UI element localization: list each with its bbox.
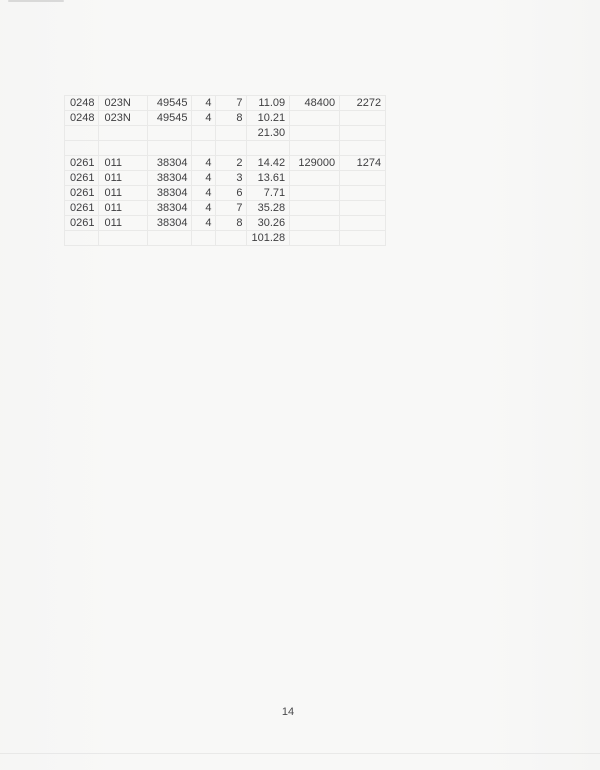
table-cell: 35.28 <box>247 201 290 216</box>
table-cell <box>148 231 192 246</box>
table-cell <box>290 111 340 126</box>
table-cell <box>65 141 99 156</box>
table-cell: 21.30 <box>247 126 290 141</box>
table-cell: 023N <box>99 111 148 126</box>
table-row <box>65 216 386 231</box>
table-cell <box>192 231 216 246</box>
table-cell <box>216 231 247 246</box>
scan-artifact-top-smudge <box>8 0 64 2</box>
table-cell: 7 <box>216 201 247 216</box>
table-row <box>65 186 386 201</box>
table-cell: 38304 <box>148 186 192 201</box>
table-cell <box>99 126 148 141</box>
table-cell: 7 <box>216 96 247 111</box>
table-cell: 38304 <box>148 216 192 231</box>
table-cell <box>148 141 192 156</box>
table-cell <box>340 201 386 216</box>
table-cell <box>65 231 99 246</box>
table-cell: 0248 <box>65 111 99 126</box>
spreadsheet-table <box>64 95 386 246</box>
table-cell: 4 <box>192 156 216 171</box>
table-cell <box>290 141 340 156</box>
page-number: 14 <box>281 706 295 718</box>
table-row <box>65 141 386 156</box>
table-cell: 8 <box>216 111 247 126</box>
table-cell: 4 <box>192 96 216 111</box>
table-cell: 2 <box>216 156 247 171</box>
table-cell: 4 <box>192 216 216 231</box>
scan-artifact-bottom-line <box>0 753 600 754</box>
table-cell <box>216 141 247 156</box>
table-cell <box>290 126 340 141</box>
table-row <box>65 231 386 246</box>
table-cell <box>192 141 216 156</box>
table-cell: 2272 <box>340 96 386 111</box>
table-cell: 38304 <box>148 201 192 216</box>
table-cell <box>290 186 340 201</box>
table-cell: 011 <box>99 156 148 171</box>
table-cell <box>340 111 386 126</box>
table-cell: 8 <box>216 216 247 231</box>
table-cell <box>148 126 192 141</box>
table-cell <box>340 126 386 141</box>
table-cell: 4 <box>192 171 216 186</box>
table-cell: 0261 <box>65 186 99 201</box>
table-cell <box>216 126 247 141</box>
table-cell: 0261 <box>65 201 99 216</box>
table-row <box>65 171 386 186</box>
table-cell: 13.61 <box>247 171 290 186</box>
table-cell: 1274 <box>340 156 386 171</box>
table-cell: 10.21 <box>247 111 290 126</box>
table-cell <box>340 216 386 231</box>
table-cell: 0261 <box>65 171 99 186</box>
table-cell <box>65 126 99 141</box>
table-cell: 6 <box>216 186 247 201</box>
table-cell <box>340 141 386 156</box>
table-row <box>65 201 386 216</box>
table-cell: 49545 <box>148 96 192 111</box>
table-cell: 011 <box>99 201 148 216</box>
table-cell <box>247 141 290 156</box>
table-cell <box>340 231 386 246</box>
table-cell <box>99 231 148 246</box>
table-cell: 38304 <box>148 171 192 186</box>
table-cell: 38304 <box>148 156 192 171</box>
table-cell: 0261 <box>65 216 99 231</box>
table-cell: 023N <box>99 96 148 111</box>
spreadsheet-table-body <box>65 96 386 246</box>
table-cell <box>340 186 386 201</box>
table-cell: 30.26 <box>247 216 290 231</box>
table-cell <box>192 126 216 141</box>
table-cell: 4 <box>192 201 216 216</box>
table-cell <box>290 231 340 246</box>
table-cell <box>290 201 340 216</box>
table-cell: 011 <box>99 186 148 201</box>
table-cell: 011 <box>99 171 148 186</box>
table-cell <box>340 171 386 186</box>
table-cell: 11.09 <box>247 96 290 111</box>
table-cell: 3 <box>216 171 247 186</box>
table-cell: 4 <box>192 186 216 201</box>
table-row <box>65 126 386 141</box>
table-row <box>65 156 386 171</box>
table-cell <box>99 141 148 156</box>
table-cell: 14.42 <box>247 156 290 171</box>
table-cell: 7.71 <box>247 186 290 201</box>
table-cell: 4 <box>192 111 216 126</box>
table-cell: 0248 <box>65 96 99 111</box>
table-cell: 0261 <box>65 156 99 171</box>
table-row <box>65 96 386 111</box>
table-cell: 101.28 <box>247 231 290 246</box>
table-cell: 48400 <box>290 96 340 111</box>
table-cell <box>290 216 340 231</box>
table-row <box>65 111 386 126</box>
table-cell: 011 <box>99 216 148 231</box>
table-cell <box>290 171 340 186</box>
table-cell: 129000 <box>290 156 340 171</box>
table-cell: 49545 <box>148 111 192 126</box>
